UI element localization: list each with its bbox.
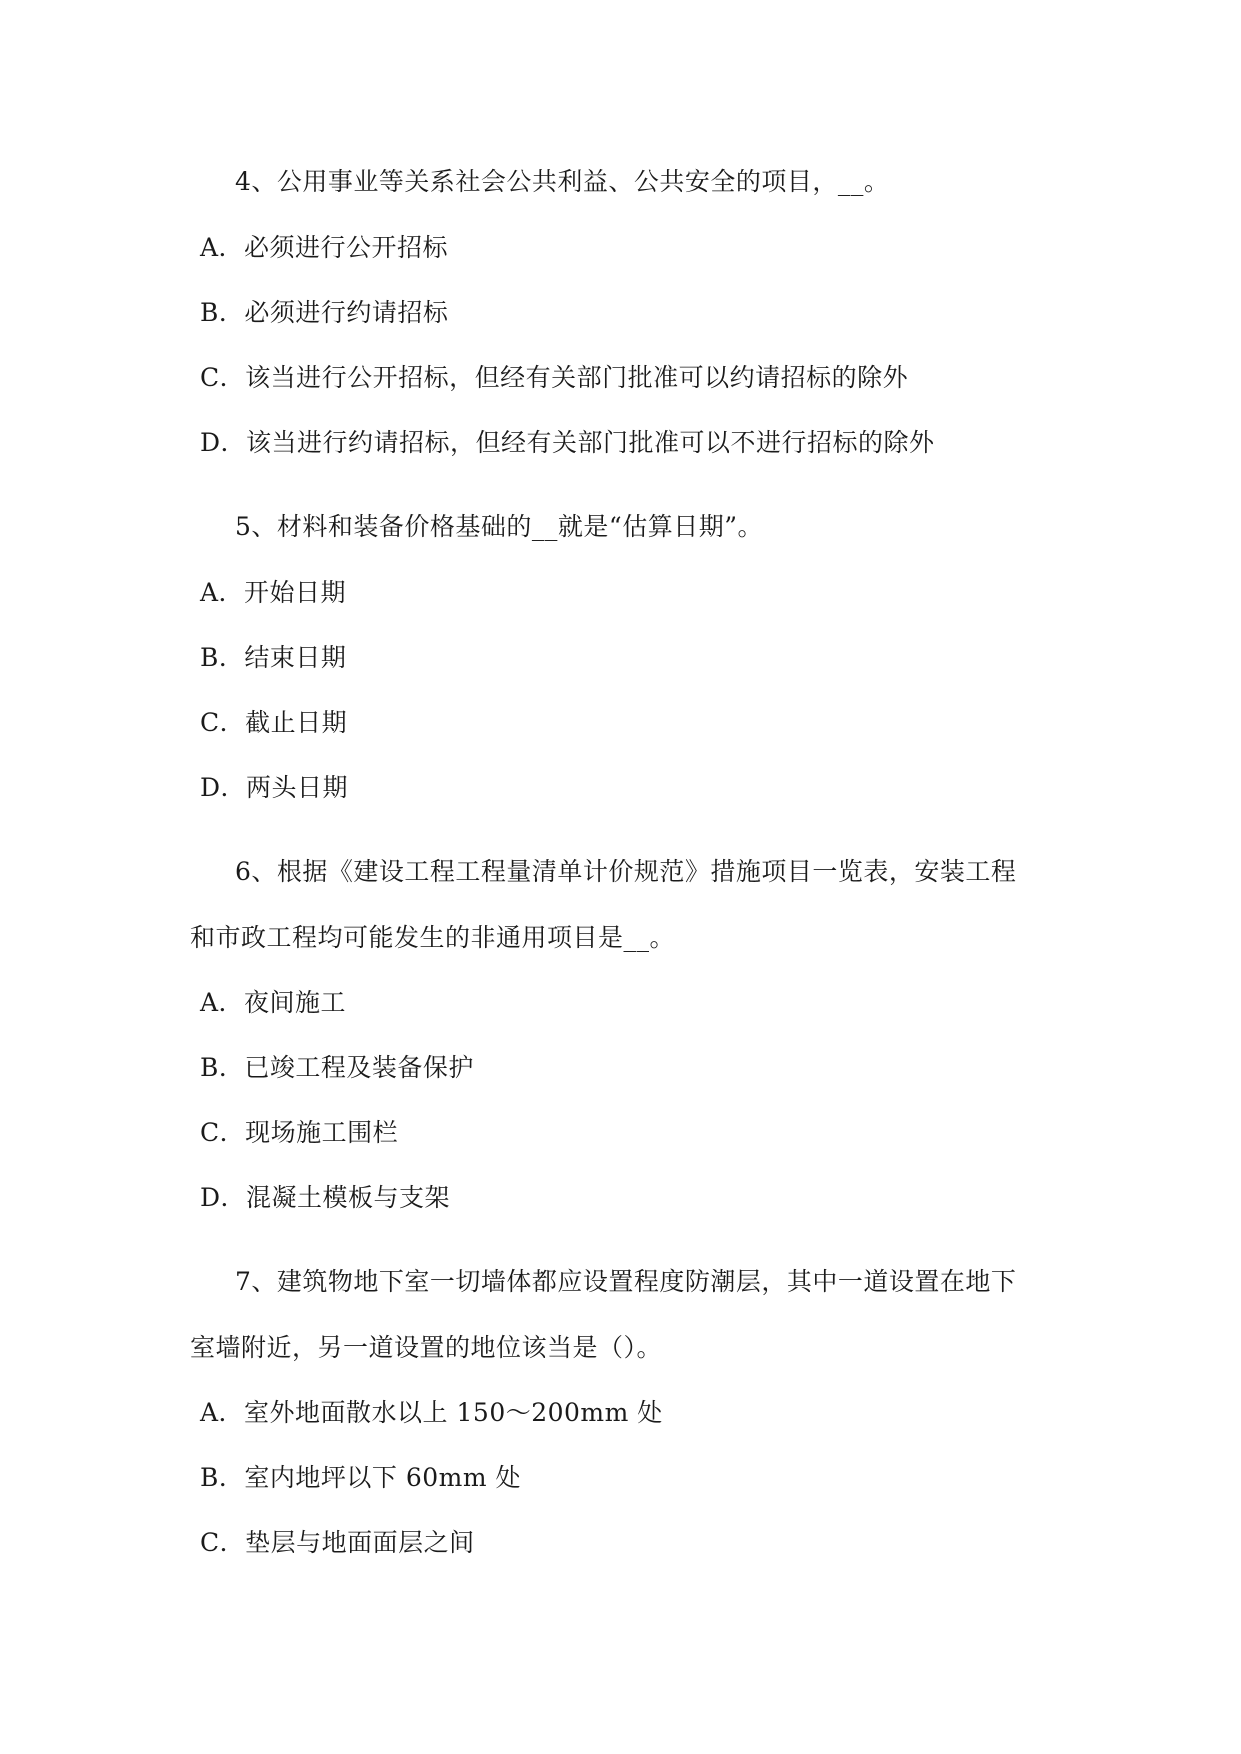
- question-4-option-b: B．必须进行约请招标: [200, 298, 449, 327]
- question-5-option-d: D．两头日期: [200, 773, 349, 802]
- question-4-text: 4、公用事业等关系社会公共利益、公共安全的项目，__。: [235, 167, 890, 196]
- question-6-option-b: B．已竣工程及装备保护: [200, 1053, 474, 1082]
- question-6-option-d: D．混凝土模板与支架: [200, 1183, 451, 1212]
- question-7-option-c: C．垫层与地面面层之间: [200, 1528, 475, 1557]
- question-5-text: 5、材料和装备价格基础的__就是“估算日期”。: [235, 512, 763, 541]
- question-6-option-c: C．现场施工围栏: [200, 1118, 399, 1147]
- question-4-option-a: A．必须进行公开招标: [200, 233, 449, 262]
- question-6-option-a: A．夜间施工: [200, 988, 347, 1017]
- question-5-option-c: C．截止日期: [200, 708, 348, 737]
- question-6-text-line-1: 6、根据《建设工程工程量清单计价规范》措施项目一览表，安装工程: [235, 857, 1017, 886]
- question-5-option-b: B．结束日期: [200, 643, 347, 672]
- question-4-option-d: D．该当进行约请招标，但经有关部门批准可以不进行招标的除外: [200, 428, 935, 457]
- question-7-text-line-2: 室墙附近，另一道设置的地位该当是（）。: [190, 1333, 663, 1362]
- question-5-option-a: A．开始日期: [200, 578, 347, 607]
- question-7-option-a: A．室外地面散水以上 150～200mm 处: [200, 1398, 663, 1427]
- question-7-option-b: B．室内地坪以下 60mm 处: [200, 1463, 521, 1492]
- question-4-option-c: C．该当进行公开招标，但经有关部门批准可以约请招标的除外: [200, 363, 909, 392]
- question-7-text-line-1: 7、建筑物地下室一切墙体都应设置程度防潮层，其中一道设置在地下: [235, 1267, 1017, 1296]
- question-6-text-line-2: 和市政工程均可能发生的非通用项目是__。: [190, 923, 676, 952]
